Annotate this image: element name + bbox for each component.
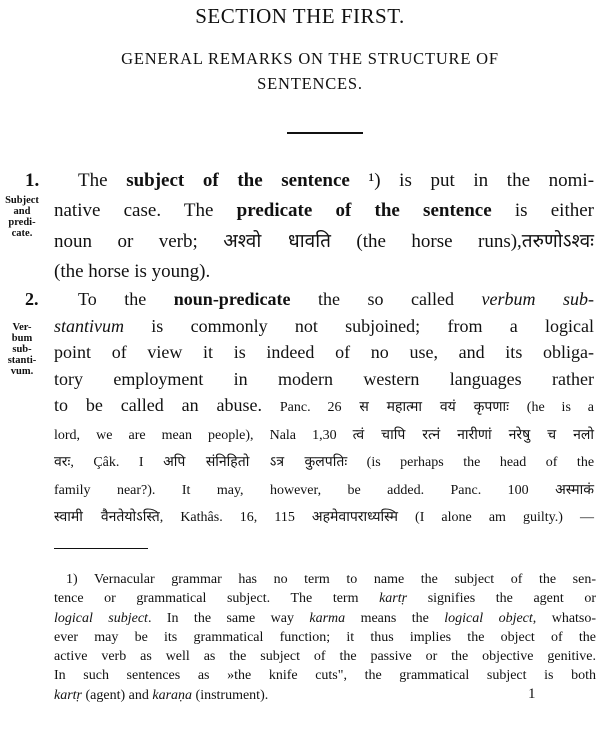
text: (is perhaps the head of the (366, 455, 595, 470)
footnote-line-2 (54, 589, 596, 608)
paragraph-1-line-2 (54, 196, 594, 226)
term-kartr: kartṛ (379, 591, 408, 607)
page-number: 1 (528, 686, 536, 702)
text: (I alone am guilty.) — (415, 510, 594, 525)
paragraph-2-line-7 (54, 449, 594, 477)
footnote-line-1: 1) Vernacular grammar has no term to name the subject of the sen- (66, 572, 596, 587)
margin-note-line: sub- (12, 344, 32, 355)
margin-note-line: vum. (10, 366, 34, 377)
subtitle-line-1: GENERAL REMARKS ON THE STRUCTURE OF (121, 49, 499, 68)
margin-note-line: and (13, 206, 31, 217)
text: family near?). It may, however, be added. Panc. 100 (54, 482, 529, 498)
term-substantivum: stantivum (54, 315, 124, 336)
text: lord, we are mean people), Nala 1,30 (54, 427, 337, 443)
text: (agent) and (85, 687, 149, 703)
sanskrit-example: अश्वो धावति (223, 230, 331, 252)
text: is either (514, 200, 594, 221)
sanskrit-example: अपि संनिहितो ऽत्र कुलपतिः (163, 454, 348, 470)
term-kartr: kartṛ (54, 687, 82, 703)
text: is commonly not subjoined; from a logical (151, 315, 594, 336)
sanskrit-example: स्वामी वैनतेयोऽस्ति (54, 509, 160, 525)
section-subtitle (40, 46, 580, 96)
paragraph-1-line-3 (54, 226, 594, 257)
sanskrit-example: वरः (54, 454, 71, 470)
margin-note-subject-predicate (0, 195, 44, 239)
footnote-line-4: ever may be its grammatical function; it thus implies the object of the (54, 629, 596, 645)
text: (the horse runs), (356, 231, 522, 252)
term-subject: subject of the sentence (126, 170, 350, 191)
paragraph-2-line-3: point of view it is indeed of no use, and its obliga- (54, 342, 594, 362)
margin-note-line: predi- (8, 217, 36, 228)
text: , Kathâs. 16, 115 (159, 510, 295, 525)
margin-note-line: Subject (5, 195, 39, 206)
text: tence or grammatical subject. The term (54, 591, 359, 607)
sanskrit-example: अस्माकं (555, 481, 594, 498)
paragraph-2-line-4: tory employment in modern western languages rather (54, 368, 594, 389)
sanskrit-example: स महात्मा वयं कृपणाः (359, 399, 509, 415)
footnote-line-7 (54, 686, 596, 705)
paragraph-2-line-1 (25, 286, 595, 313)
margin-note-verbum-substantivum (0, 322, 44, 377)
term-verbum: verbum sub- (481, 289, 595, 309)
term-logical-subject: logical subject (54, 610, 148, 626)
paragraph-2 (25, 286, 595, 532)
text: , Çâk. I (70, 455, 144, 470)
text: The (78, 170, 108, 191)
paragraph-1 (25, 166, 595, 287)
paragraph-1-line-1 (25, 166, 595, 196)
margin-note-line: Ver- (12, 322, 32, 333)
paragraph-2-line-5 (54, 392, 594, 422)
term-predicate: predicate of the sentence (236, 200, 492, 221)
title-divider (287, 132, 363, 134)
text: noun or verb; (54, 231, 198, 252)
footnote-line-3 (54, 609, 596, 628)
paragraph-1-line-4: (the horse is young). (54, 261, 211, 282)
margin-note-line: stanti- (7, 355, 37, 366)
text: ¹) is put in the nomi- (368, 170, 595, 191)
term-karma: karma (309, 610, 346, 626)
paragraph-2-line-8 (54, 477, 594, 505)
term-logical-object: logical object (444, 610, 533, 626)
text: the so called (318, 289, 455, 309)
footnote (54, 570, 596, 705)
citation: Panc. 26 (279, 400, 342, 415)
text: signifies the agent or (427, 591, 597, 607)
text: , whatso- (532, 610, 597, 626)
text: (instrument). (195, 687, 269, 703)
paragraph-number: 1. (25, 170, 40, 191)
paragraph-2-line-2 (54, 313, 594, 340)
term-noun-predicate: noun-predicate (173, 289, 291, 309)
footnote-divider (54, 548, 148, 549)
text: To the (78, 289, 147, 309)
text: means the (360, 610, 429, 626)
text: native case. The (54, 200, 214, 221)
text: . In the same way (147, 610, 294, 626)
sanskrit-example: अहमेवापराध्यस्मि (311, 509, 398, 525)
paragraph-2-line-6 (54, 422, 594, 450)
margin-note-line: bum (11, 333, 33, 344)
margin-note-line: cate. (11, 228, 33, 239)
sanskrit-example: त्वं चापि रत्नं नारीणां नरेषु च नलो (352, 426, 595, 443)
paragraph-number: 2. (25, 289, 39, 309)
footnote-line-6: In such sentences as »the knife cuts", the grammatical subject is both (54, 668, 596, 684)
text: to be called an abuse. (54, 395, 262, 415)
footnote-line-5: active verb as well as the subject of the passive or the objective genitive. (54, 649, 596, 665)
sanskrit-example: तरुणोऽश्वः (521, 230, 594, 252)
paragraph-2-line-9 (54, 504, 594, 532)
subtitle-line-2: SENTENCES. (257, 74, 363, 93)
term-karana: karaṇa (152, 687, 193, 703)
section-title: SECTION THE FIRST. (195, 4, 405, 28)
text: (he is a (526, 400, 594, 415)
